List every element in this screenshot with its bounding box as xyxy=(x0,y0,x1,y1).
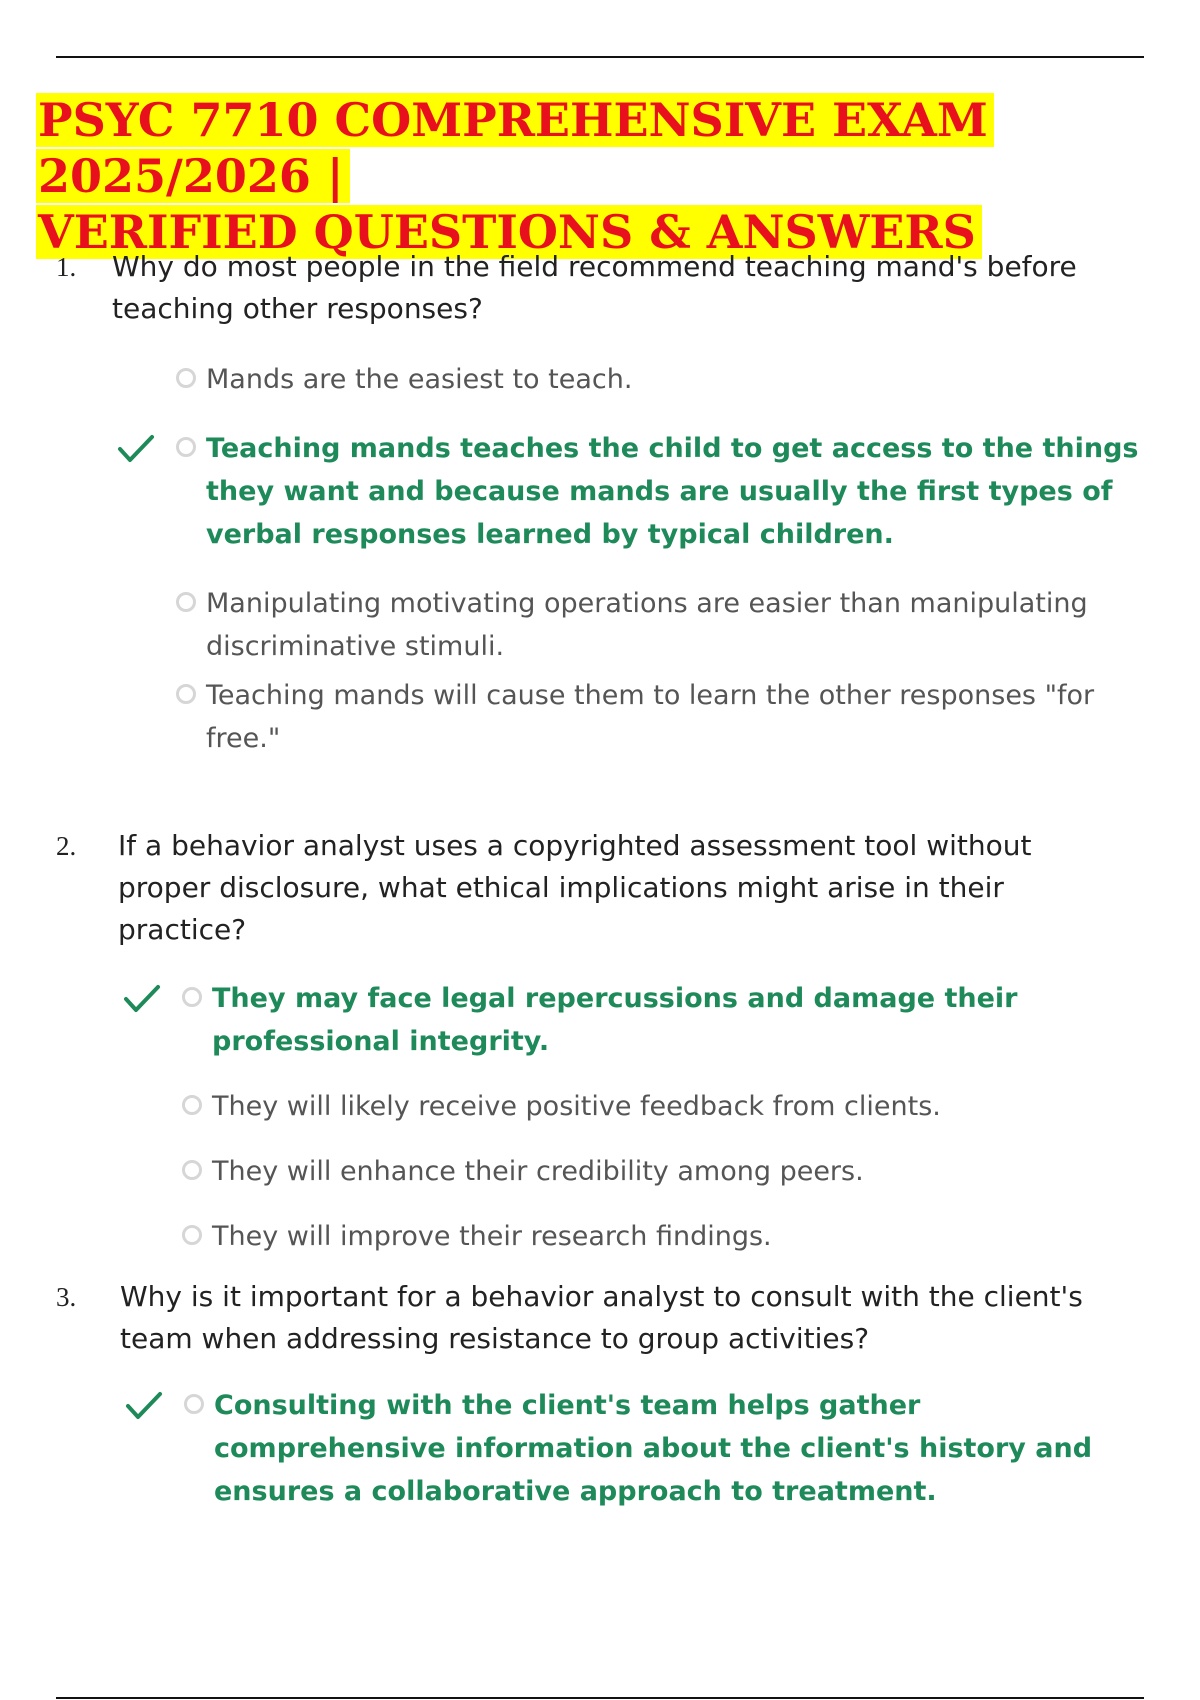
option-text: They will enhance their credibility among peers. xyxy=(212,1156,864,1187)
answer-options xyxy=(176,358,1156,760)
radio-circle-icon[interactable] xyxy=(182,1095,202,1115)
option-text: Manipulating motivating operations are easier than manipulating discriminative stimuli. xyxy=(206,588,1088,662)
answer-options[interactable] xyxy=(182,977,1156,1258)
top-divider xyxy=(56,56,1144,58)
question-2 xyxy=(56,825,1156,1258)
checkmark-icon xyxy=(124,1384,164,1427)
option-text: Teaching mands will cause them to learn the other responses "for free." xyxy=(206,680,1095,754)
checkmark-icon xyxy=(122,977,162,1020)
answer-option[interactable] xyxy=(182,1085,1156,1128)
option-text: Mands are the easiest to teach. xyxy=(206,364,633,395)
answer-option-correct[interactable] xyxy=(176,427,1156,556)
answer-option[interactable] xyxy=(176,674,1156,760)
title-line-2: VERIFIED QUESTIONS & ANSWERS xyxy=(36,205,982,259)
radio-circle-icon[interactable] xyxy=(176,368,196,388)
answer-option[interactable] xyxy=(176,582,1156,668)
radio-circle-icon[interactable] xyxy=(176,592,196,612)
question-1 xyxy=(56,246,1156,760)
checkmark-icon xyxy=(116,427,156,470)
option-text: They will likely receive positive feedback from clients. xyxy=(212,1091,941,1122)
question-number: 1. xyxy=(56,252,77,282)
question-number: 3. xyxy=(56,1282,77,1312)
document-title xyxy=(36,92,1156,260)
radio-circle-icon[interactable] xyxy=(176,437,196,457)
option-text: Consulting with the client's team helps gather comprehensive information about the client's history and ensures a collaborative approach to treatment. xyxy=(214,1390,1093,1507)
answer-option-correct[interactable] xyxy=(184,1384,1156,1513)
bottom-divider xyxy=(56,1697,1144,1699)
radio-circle-icon[interactable] xyxy=(184,1394,204,1414)
option-text: They may face legal repercussions and damage their professional integrity. xyxy=(212,983,1018,1057)
option-text: They will improve their research findings. xyxy=(212,1221,772,1252)
option-text: Teaching mands teaches the child to get access to the things they want and because mands are usually the first types of verbal responses learned by typical children. xyxy=(206,433,1139,550)
answer-option[interactable] xyxy=(176,358,1156,401)
question-text: Why do most people in the field recommend teaching mand's before teaching other responses? xyxy=(112,250,1077,325)
answer-options[interactable] xyxy=(184,1384,1156,1513)
question-text: Why is it important for a behavior analyst to consult with the client's team when addressing resistance to group activities? xyxy=(120,1280,1083,1355)
radio-circle-icon[interactable] xyxy=(182,987,202,1007)
answer-option[interactable] xyxy=(182,1150,1156,1193)
question-number: 2. xyxy=(56,831,77,861)
question-3 xyxy=(56,1276,1156,1513)
title-line-1: PSYC 7710 COMPREHENSIVE EXAM 2025/2026 | xyxy=(36,93,994,203)
radio-circle-icon[interactable] xyxy=(176,684,196,704)
radio-circle-icon[interactable] xyxy=(182,1160,202,1180)
radio-circle-icon[interactable] xyxy=(182,1225,202,1245)
question-text: If a behavior analyst uses a copyrighted assessment tool without proper disclosure, what ethical implications might arise in their practice? xyxy=(118,829,1032,946)
answer-option[interactable] xyxy=(182,1215,1156,1258)
answer-option-correct[interactable] xyxy=(182,977,1156,1063)
